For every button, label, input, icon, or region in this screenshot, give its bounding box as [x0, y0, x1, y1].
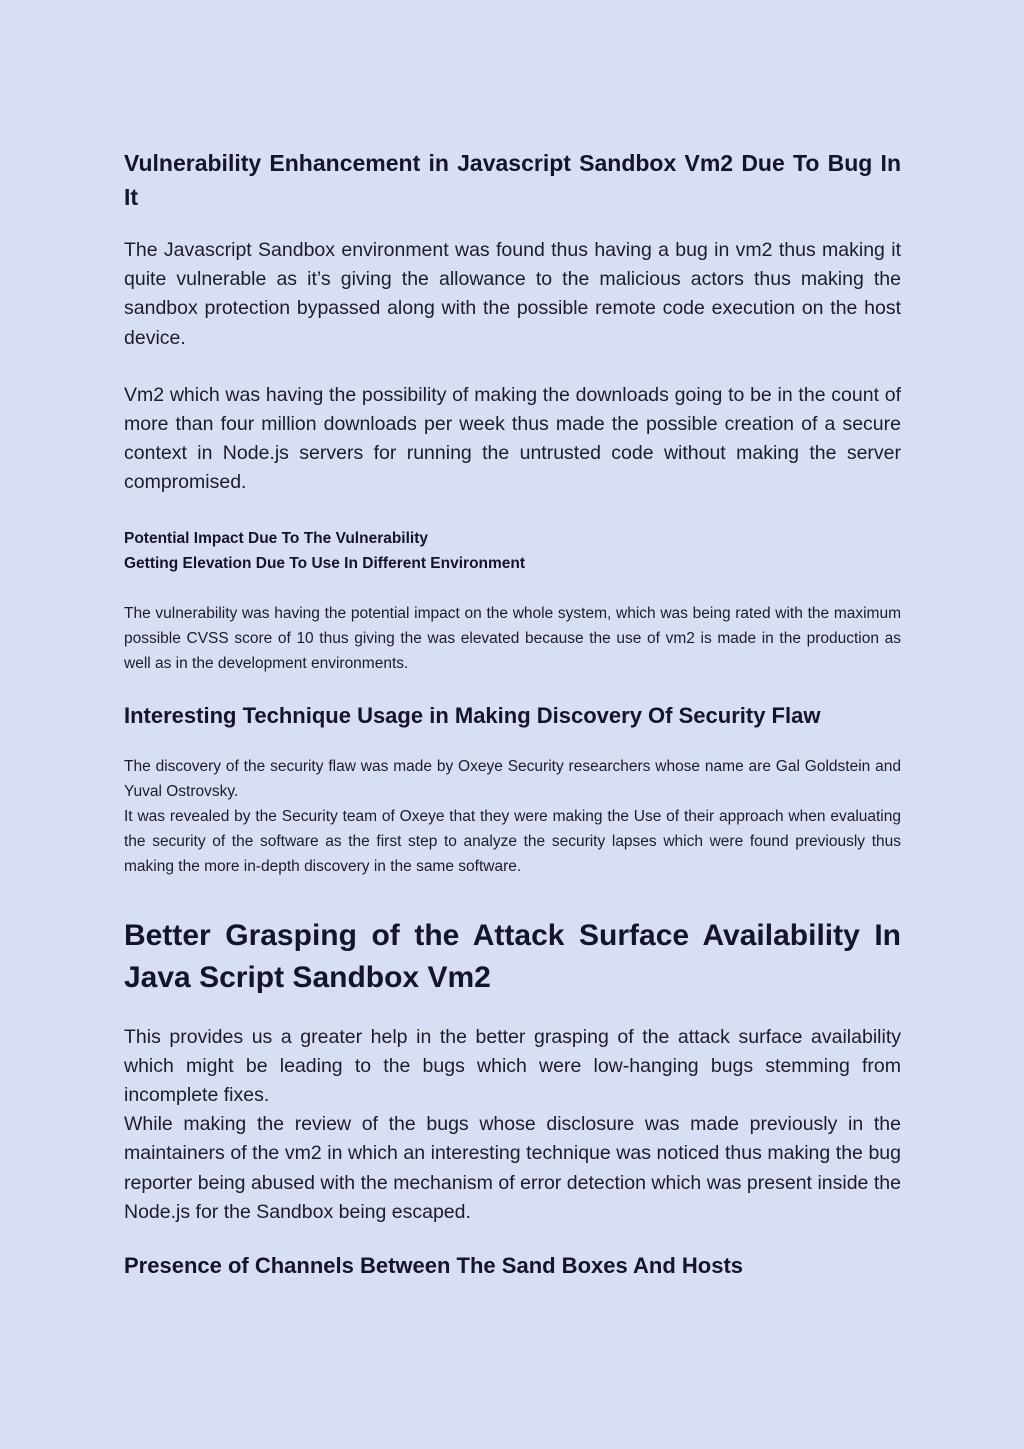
subheading-potential-impact: Potential Impact Due To The Vulnerability [124, 529, 429, 547]
paragraph-impact-cvss: The vulnerability was having the potential impact on the whole system, which was being rated with the maximum possible CVSS score of 10 thus giving the was elevated because the use of vm2 is made in the production as well as in the development environments. [124, 604, 901, 672]
paragraph-review-bugs: While making the review of the bugs whose disclosure was made previously in the maintainers of the vm2 in which an interesting technique was noticed thus making the bug reporter being abused with the mechanism of error detection which was present inside the Node.js for the Sandbox being escaped. [124, 1113, 901, 1223]
paragraph-grasping-attack-surface: This provides us a greater help in the better grasping of the attack surface availability which might be leading to the bugs which were low-hanging bugs stemming from incomplete fixes. [124, 1025, 901, 1107]
heading-vulnerability-enhancement: Vulnerability Enhancement in Javascript Sandbox Vm2 Due To Bug In It [124, 150, 901, 210]
paragraph-vm2-downloads: Vm2 which was having the possibility of making the downloads going to be in the count of more than four million downloads per week thus made the possible creation of a secure context in Node.js servers for running the untrusted code without making the server compromised. [124, 383, 901, 494]
paragraph-sandbox-bug: The Javascript Sandbox environment was found thus having a bug in vm2 thus making it quite vulnerable as it’s giving the allowance to the malicious actors thus making the sandbox protection bypassed along with the possible remote code execution on the host device. [124, 239, 901, 349]
document-page [124, 146, 901, 1281]
heading-channels-sandboxes-hosts: Presence of Channels Between The Sand Boxes And Hosts [124, 1253, 744, 1279]
paragraph-oxeye-approach: It was revealed by the Security team of Oxeye that they were making the Use of their approach when evaluating the security of the software as the first step to analyze the security lapses which were found previously thus making the more in-depth discovery in the same software. [124, 807, 901, 875]
heading-interesting-technique: Interesting Technique Usage in Making Discovery Of Security Flaw [124, 702, 821, 728]
heading-attack-surface: Better Grasping of the Attack Surface Availability In Java Script Sandbox Vm2 [124, 918, 901, 994]
subheading-elevation: Getting Elevation Due To Use In Different Environment [124, 554, 526, 572]
paragraph-discovery-researchers: The discovery of the security flaw was made by Oxeye Security researchers whose name are Gal Goldstein and Yuval Ostrovsky. [124, 757, 901, 800]
